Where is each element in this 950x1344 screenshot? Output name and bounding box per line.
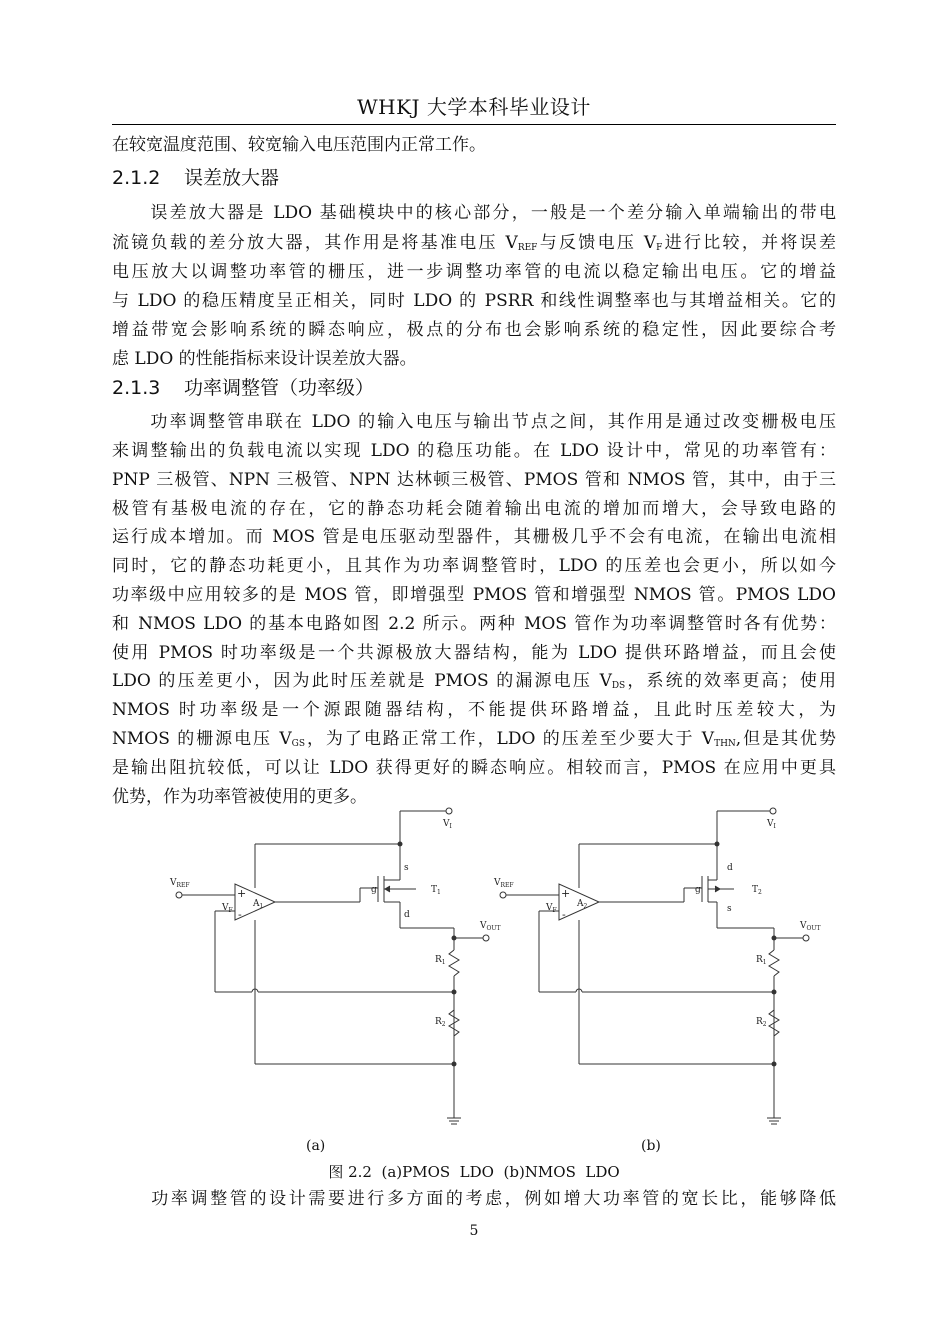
svg-text:VF: $V_F$: [546, 903, 557, 914]
svg-text:+: +: [561, 887, 571, 900]
paragraph-line: 误差放大器是 LDO 基础模块中的核心部分，一般是一个差分输入单端输出的带电: [112, 203, 836, 223]
svg-text:R1: $R_1$: [756, 955, 767, 966]
paragraph-line: NMOS 时功率级是一个源跟随器结构，不能提供环路增益，且此时压差较大，为: [112, 700, 836, 720]
svg-text:R1: $R_1$: [435, 955, 446, 966]
section-heading-2-1-2: [112, 166, 279, 190]
paragraph-line: LDO 的压差更小，因为此时压差就是 PMOS 的漏源电压 $V_{DS}$，系统的效率更高；使用: [112, 671, 836, 691]
paragraph-line: 极管有基极电流的存在，它的静态功耗会随着输出电流的增加而增大，会导致电路的: [112, 499, 836, 519]
paragraph-line: 增益带宽会影响系统的瞬态响应，极点的分布也会影响系统的稳定性，因此要综合考: [112, 320, 836, 340]
svg-text:VI: $V_I$: [443, 819, 452, 830]
paragraph-line: 功率调整管串联在 LDO 的输入电压与输出节点之间，其作用是通过改变栅极电压: [112, 412, 836, 432]
paragraph-line: 运行成本增加。而 MOS 管是电压驱动型器件，其栅极几乎不会有电流，在输出电流相: [112, 527, 836, 547]
svg-text:-: -: [562, 908, 566, 921]
header-rule: [112, 124, 836, 125]
svg-text:g: g: [371, 885, 377, 895]
svg-text:VF: $V_F$: [222, 903, 233, 914]
svg-text:s: s: [404, 863, 409, 873]
svg-text:VOUT: $V_{OUT}$: [800, 921, 821, 932]
paragraph-line: 流镜负载的差分放大器，其作用是将基准电压 $V_{REF}$与反馈电压 $V_F$进行比较，并将误差: [112, 233, 836, 253]
svg-text:s: s: [727, 904, 732, 914]
section-heading-2-1-3: [112, 376, 374, 400]
paragraph-line: 来调整输出的负载电流以实现 LDO 的稳压功能。在 LDO 设计中，常见的功率管有：: [112, 441, 836, 461]
svg-text:VREF: $V_{REF}$: [170, 878, 190, 889]
svg-text:A2: $A_2$: [577, 899, 588, 910]
page-header: WHKJ 大学本科毕业设计: [357, 95, 591, 119]
paragraph-line: 是输出阻抗较低，可以让 LDO 获得更好的瞬态响应。相较而言，PMOS 在应用中更具: [112, 758, 836, 778]
svg-text:R2: $R_2$: [435, 1017, 446, 1028]
section-title: 误差放大器: [184, 167, 280, 189]
paragraph-line: 和 NMOS LDO 的基本电路如图 2.2 所示。两种 MOS 管作为功率调整管时各有优势：: [112, 614, 836, 634]
paragraph-line: 同时，它的静态功耗更小，且其作为功率调整管时，LDO 的压差也会更小，所以如今: [112, 556, 836, 576]
paragraph-line: 在较宽温度范围、较宽输入电压范围内正常工作。: [112, 135, 486, 155]
svg-text:A1: $A_1$: [253, 899, 264, 910]
svg-text:VI: $V_I$: [767, 819, 776, 830]
figure-label-a: (a): [306, 1138, 326, 1154]
section-title: 功率调整管（功率级）: [184, 377, 375, 399]
svg-text:+: +: [237, 887, 247, 900]
svg-text:VREF: $V_{REF}$: [494, 878, 514, 889]
paragraph-line: 优势，作为功率管被使用的更多。: [112, 787, 367, 807]
section-number: 2.1.3: [112, 377, 161, 399]
paragraph-line: 功率级中应用较多的是 MOS 管，即增强型 PMOS 管和增强型 NMOS 管。PMOS LDO: [112, 585, 836, 605]
svg-text:T1: $T_1$: [431, 885, 441, 896]
svg-text:R2: $R_2$: [756, 1017, 767, 1028]
svg-text:d: d: [727, 863, 733, 873]
paragraph-line: 电压放大以调整功率管的栅压，进一步调整功率管的电流以稳定输出电压。它的增益: [112, 262, 836, 282]
svg-text:d: d: [404, 910, 410, 920]
circuit-a-pmos-ldo: [160, 800, 505, 1135]
svg-text:-: -: [238, 908, 242, 921]
page-number: 5: [469, 1223, 479, 1239]
paragraph-line: NMOS 的栅源电压 $V_{GS}$，为了电路正常工作，LDO 的压差至少要大于 $V_{THN}$,但是其优势: [112, 729, 836, 749]
section-number: 2.1.2: [112, 167, 161, 189]
circuit-b-nmos-ldo: [484, 800, 829, 1135]
figure-caption: 图 2.2 (a)PMOS LDO (b)NMOS LDO: [328, 1163, 620, 1181]
paragraph-line: 使用 PMOS 时功率级是一个共源极放大器结构，能为 LDO 提供环路增益，而且会使: [112, 643, 836, 663]
figure-label-b: (b): [641, 1138, 661, 1154]
svg-text:g: g: [695, 885, 701, 895]
svg-text:T2: $T_2$: [752, 885, 762, 896]
paragraph-line: 功率调整管的设计需要进行多方面的考虑，例如增大功率管的宽长比，能够降低: [112, 1189, 836, 1209]
paragraph-line: 与 LDO 的稳压精度呈正相关，同时 LDO 的 PSRR 和线性调整率也与其增益相关。它的: [112, 291, 836, 311]
svg-text:VOUT: $V_{OUT}$: [480, 921, 501, 932]
paragraph-line: 虑 LDO 的性能指标来设计误差放大器。: [112, 349, 417, 369]
paragraph-line: PNP 三极管、NPN 三极管、NPN 达林顿三极管、PMOS 管和 NMOS 管，其中，由于三: [112, 470, 836, 490]
